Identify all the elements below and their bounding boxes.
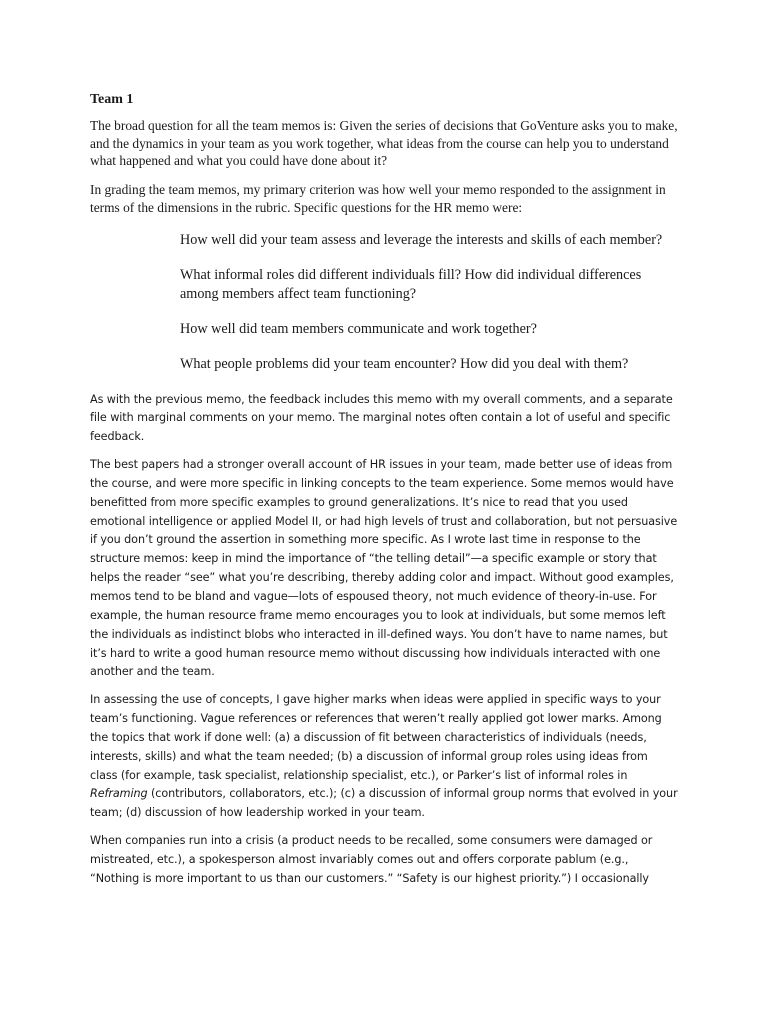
intro-paragraph-broad-question: The broad question for all the team memos is: Given the series of decisions that GoVenture asks you to make, and the dynamics in your team as you work together, what ideas from the course can help you to understand what happened and what you could have done about it? [90, 118, 678, 169]
body-paragraph-feedback-files: As with the previous memo, the feedback includes this memo with my overall comments, and a separate file with marginal comments on your memo. The marginal notes often contain a lot of useful and specific feedback. [90, 392, 673, 444]
document-title: Team 1 [90, 92, 134, 107]
question-item: How well did your team assess and leverage the interests and skills of each member? [180, 231, 663, 248]
book-title-reframing: Reframing [90, 787, 148, 801]
hr-memo-questions [180, 231, 680, 375]
document-page [90, 90, 678, 898]
concepts-text-start: In assessing the use of concepts, I gave higher marks when ideas were applied in specific ways to your team’s functioning. Vague references or references that weren’t really applied got lower marks. Among the topics that work if done well: (a) a discussion of fit between characteristics of individuals (needs, interests, skills) and what the team needed; (b) a discussion of informal group roles using ideas from class (for example, task specialist, relationship specialist, etc.), or Parker’s list of informal roles in [90, 693, 662, 782]
question-item: What people problems did your team encounter? How did you deal with them? [180, 356, 629, 373]
question-item: How well did team members communicate and work together? [180, 321, 537, 338]
question-item: What informal roles did different individuals fill? How did individual differences among members affect team functioning? [180, 266, 642, 302]
body-paragraph-crisis: When companies run into a crisis (a product needs to be recalled, some consumers were damaged or mistreated, etc.), a spokesperson almost invariably comes out and offers corporate pablum (e.g., “Nothing is more important to us than our customers.” “Safety is our highest priority.”) I occasionally [90, 834, 653, 885]
concepts-text-end: (contributors, collaborators, etc.); (c) a discussion of informal group norms that evolved in your team; (d) discussion of how leadership worked in your team. [90, 787, 678, 820]
body-paragraph-best-papers: The best papers had a stronger overall account of HR issues in your team, made better use of ideas from the course, and were more specific in linking concepts to the team experience. Some memos would have benefitted from more specific examples to ground generalizations. It’s nice to read that you used emotional intelligence or applied Model II, or had high levels of trust and collaboration, but not persuasive if you don’t ground the assertion in something more specific. As I wrote last time in response to the structure memos: keep in mind the importance of “the telling detail”—a specific example or story that helps the reader “see” what you’re describing, thereby adding color and impact. Without good examples, memos tend to be bland and vague—lots of espoused theory, not much evidence of theory-in-use. For example, the human resource frame memo encourages you to look at individuals, but some memos left the individuals as indistinct blobs who interacted in ill-defined ways. You don’t have to name names, but it’s hard to write a good human resource memo without discussing how individuals interacted with one another and the team. [90, 458, 678, 679]
body-paragraph-concepts [90, 691, 678, 823]
intro-paragraph-grading-criteria: In grading the team memos, my primary criterion was how well your memo responded to the assignment in terms of the dimensions in the rubric. Specific questions for the HR memo were: [90, 182, 666, 215]
